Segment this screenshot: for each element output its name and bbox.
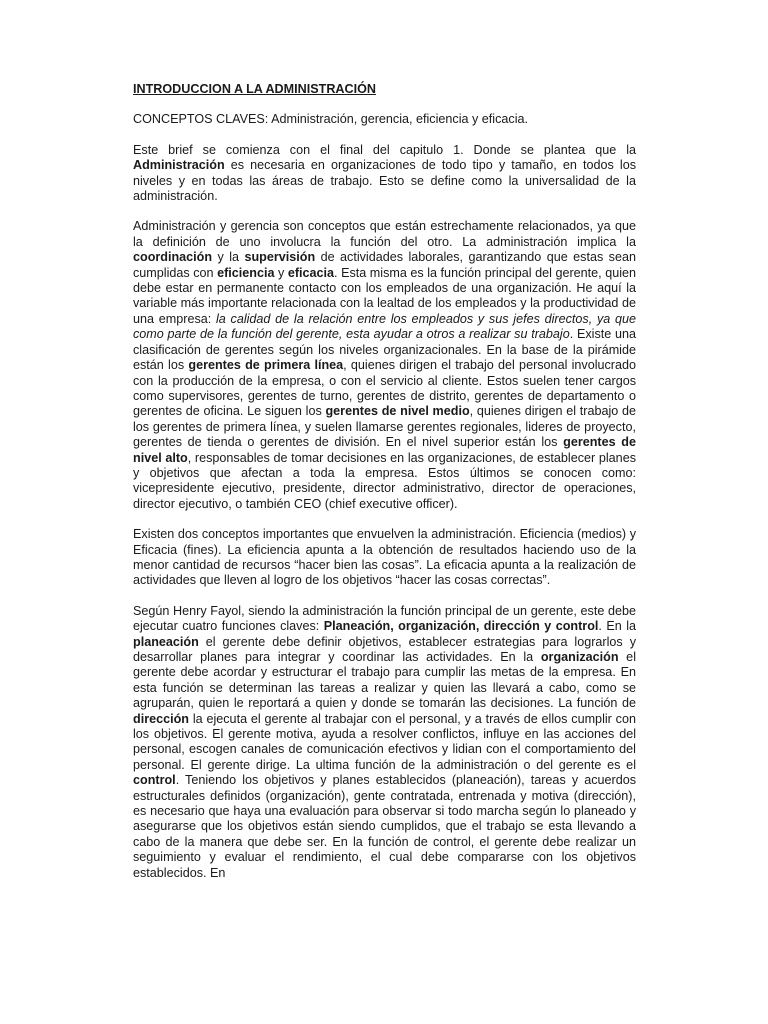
paragraph-text: el gerente debe acordar y estructurar el trabajo para cumplir las metas de la empresa. En esta función se determinan las tareas a realizar y quien las llevará a cabo, como se agruparán, quien le reportará a quien y donde se tomarán las decisiones. La función de — [133, 650, 636, 711]
bold-term: organización — [540, 650, 619, 664]
paragraph-text: Existen dos conceptos importantes que envuelven la administración. Eficiencia (medios) y Eficacia (fines). La eficiencia apunta a la obtención de resultados haciendo uso de la menor cantidad de recursos “hacer bien las cosas”. La eficacia apunta a la realización de actividades que lleven al logro de los objetivos “hacer las cosas correctas”. — [133, 527, 636, 588]
paragraph-text: . Esta misma es la función principal del gerente, quien debe estar en permanente contacto con los empleados de una organización. He aquí la variable más importante relacionada con la lealtad de los empleados y la productividad de una empresa: — [133, 265, 637, 326]
bold-term: supervisión — [244, 250, 316, 265]
paragraph-text: el gerente debe definir objetivos, establecer estrategias para lograrlos y desarrollar planes para integrar y coordinar las actividades. En la — [133, 634, 636, 664]
paragraph-text: , responsables de tomar decisiones en las organizaciones, de establecer planes y objetivos que afectan a toda la empresa. Estos últimos se conocen como: vicepresidente ejecutivo, presidente, director administrativo, director de operaciones, director ejecutivo, o también CEO (chief executive officer). — [133, 450, 636, 511]
body-paragraph — [133, 143, 636, 205]
body-paragraph — [133, 219, 636, 512]
bold-term: eficacia — [287, 265, 335, 280]
paragraph-text: , quienes dirigen el trabajo del personal involucrado con la producción de la empresa, o con el servicio al cliente. Estos suelen tener cargos como supervisores, gerentes de turno, gerentes de distrito, gerentes de departamento o gerentes de oficina. Le siguen los — [133, 358, 637, 419]
bold-term: Planeación, organización, dirección y control — [323, 619, 599, 634]
document-title: INTRODUCCION A LA ADMINISTRACIÓN — [133, 82, 376, 96]
bold-term: control — [133, 773, 176, 788]
document-page — [133, 82, 636, 896]
document-body — [133, 143, 636, 881]
bold-term: coordinación — [133, 250, 213, 265]
body-paragraph — [133, 604, 636, 881]
paragraph-text: Administración y gerencia son conceptos que están estrechamente relacionados, ya que la definición de uno involucra la función del otro. La administración implica la — [133, 219, 636, 249]
paragraph-text: Según Henry Fayol, siendo la administración la función principal de un gerente, este debe ejecutar cuatro funciones claves: — [133, 603, 636, 634]
paragraph-text: , quienes dirigen el trabajo de los gerentes de primera línea, y suelen llamarse gerentes regionales, lideres de proyecto, gerentes de tienda o gerentes de división. En el nivel superior están los — [133, 404, 636, 450]
paragraph-text: . Existe una clasificación de gerentes según los niveles organizacionales. En la base de la pirámide están los — [133, 327, 637, 373]
bold-term: gerentes de nivel alto — [133, 435, 636, 465]
bold-term: Administración — [133, 158, 225, 173]
paragraph-text: . En la — [598, 619, 637, 634]
paragraph-text: y — [274, 265, 288, 280]
paragraph-text: la ejecuta el gerente al trabajar con el personal, y a través de ellos cumplir con los objetivos. El gerente motiva, ayuda a resolver conflictos, influye en las acciones del personal, escogen canales de comunicación efectivos y lidian con el comportamiento del personal. El gerente dirige. La ultima función de la administración o del gerente es el — [133, 711, 636, 772]
body-paragraph — [133, 527, 636, 589]
paragraph-text: y la — [212, 250, 245, 265]
bold-term: gerentes de primera línea — [188, 358, 344, 373]
italic-text: la calidad de la relación entre los empleados y sus jefes directos, ya que como parte de la función del gerente, esta ayudar a otros a realizar su trabajo — [133, 311, 636, 342]
paragraph-text: es necesaria en organizaciones de todo tipo y tamaño, en todos los niveles y en todas las áreas de trabajo. Esto se define como la universalidad de la administración. — [133, 158, 636, 204]
bold-term: planeación — [133, 634, 199, 649]
paragraph-text: Este brief se comienza con el final del capitulo 1. Donde se plantea que la — [133, 142, 636, 157]
key-concepts-line: CONCEPTOS CLAVES: Administración, gerencia, eficiencia y eficacia. — [133, 112, 528, 127]
bold-term: dirección — [133, 711, 189, 726]
paragraph-text: . Teniendo los objetivos y planes establecidos (planeación), tareas y acuerdos estructurales definidos (organización), gente contratada, entrenada y motiva (dirección), es necesario que haya una evaluación para observar si todo marcha según lo planeado y asegurarse que los objetivos están siendo cumplidos, que el trabajo se esta llevando a cabo de la manera que debe ser. En la función de control, el gerente debe realizar un seguimiento y evaluar el rendimiento, el cual debe compararse con los objetivos establecidos. En — [133, 773, 636, 880]
bold-term: eficiencia — [217, 265, 275, 280]
paragraph-text: de actividades laborales, garantizando que estas sean cumplidas con — [133, 250, 636, 280]
bold-term: gerentes de nivel medio — [325, 404, 470, 419]
